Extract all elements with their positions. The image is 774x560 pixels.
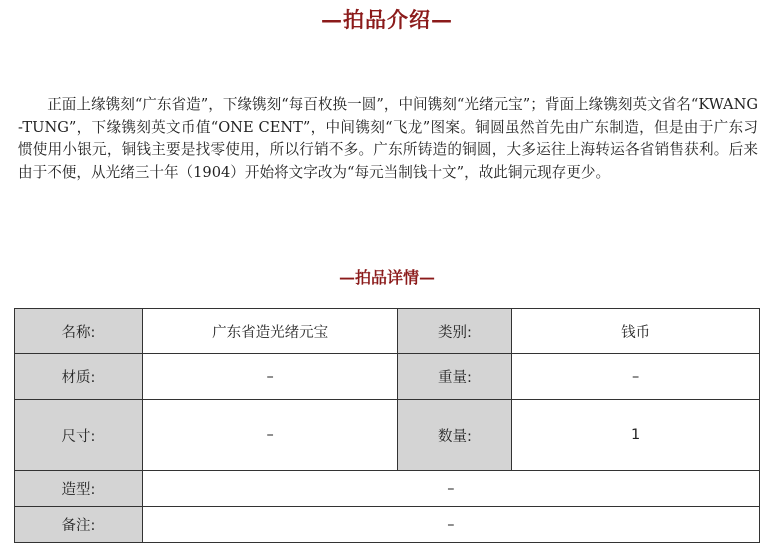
- details-title: —拍品详情—: [338, 268, 435, 287]
- quantity-label: 数量:: [398, 400, 512, 471]
- name-label: 名称:: [15, 309, 143, 354]
- table-row: [15, 471, 760, 507]
- note-label: 备注:: [15, 507, 143, 543]
- category-label: 类别:: [398, 309, 512, 354]
- name-value: 广东省造光绪元宝: [142, 309, 398, 354]
- intro-paragraph: 正面上缘镌刻“广东省造”，下缘镌刻“每百枚换一圆”，中间镌刻“光绪元宝”；背面上缘镌刻英文省名“KWANG-TUNG”，下缘镌刻英文币值“ONE CENT”，中间镌刻“飞龙”图案。铜圆虽然首先由广东制造，但是由于广东习惯使用小银元，铜钱主要是找零使用，所以行销不多。广东所铸造的铜圆，大多运往上海转运各省销售获利。后来由于不便，从光绪三十年（1904）开始将文字改为“每元当制钱十文”，故此铜元现存更少。: [18, 96, 758, 181]
- table-row: [15, 354, 760, 400]
- weight-value: –: [512, 354, 760, 400]
- size-value: –: [142, 400, 398, 471]
- weight-label: 重量:: [398, 354, 512, 400]
- table-row: [15, 507, 760, 543]
- size-label: 尺寸:: [15, 400, 143, 471]
- material-value: –: [142, 354, 398, 400]
- table-row: [15, 309, 760, 354]
- note-value: –: [142, 507, 759, 543]
- intro-title: —拍品介绍—: [321, 7, 453, 32]
- details-table: [14, 308, 760, 543]
- category-value: 钱币: [512, 309, 760, 354]
- quantity-value: 1: [512, 400, 760, 471]
- shape-label: 造型:: [15, 471, 143, 507]
- material-label: 材质:: [15, 354, 143, 400]
- table-row: [15, 400, 760, 471]
- shape-value: –: [142, 471, 759, 507]
